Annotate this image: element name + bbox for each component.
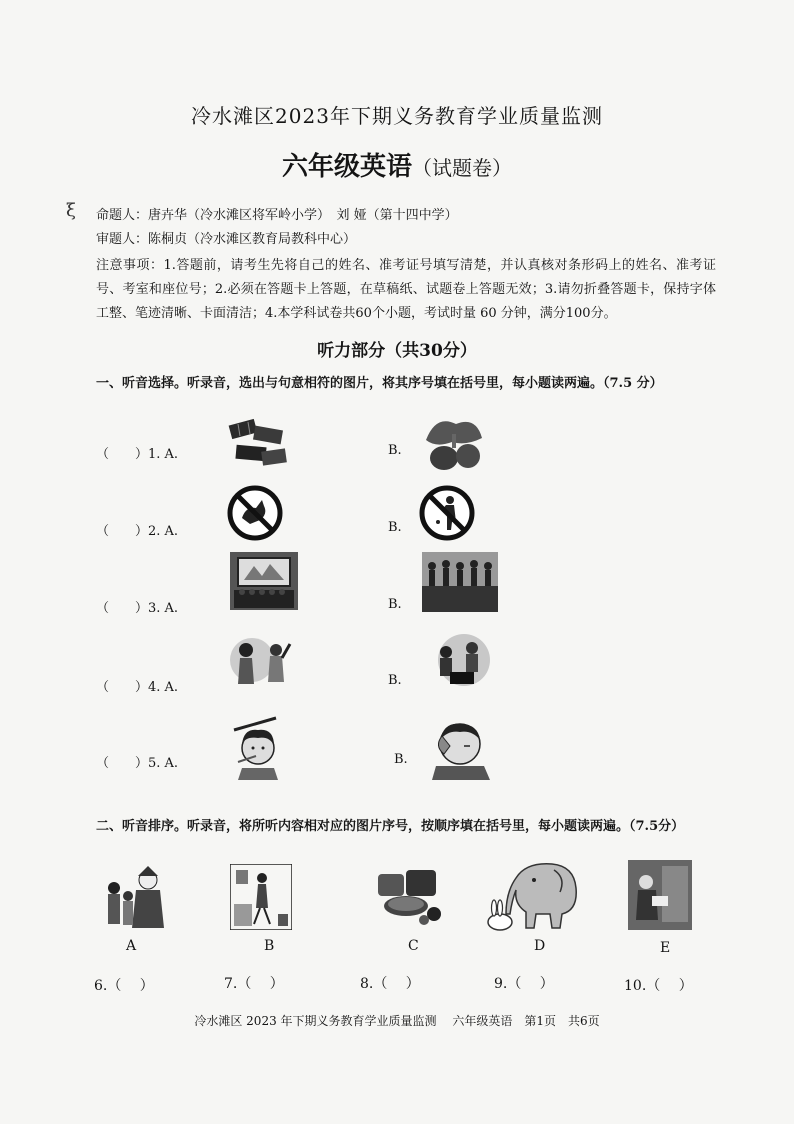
part2-heading: 二、听音排序。听录音，将所听内容相对应的图片序号，按顺序填在括号里，每小题读两遍。（7.5分） xyxy=(96,819,685,834)
man-reading-icon xyxy=(628,860,692,930)
authors-line: 命题人：唐卉华（冷水滩区将军岭小学） 刘 娅（第十四中学） xyxy=(96,208,458,223)
picture-label-c: C xyxy=(408,938,419,954)
people-chess-icon xyxy=(432,634,492,690)
girl-thermometer-icon xyxy=(226,712,290,780)
question-5-b-label: B. xyxy=(394,752,408,767)
girl-waving-icon xyxy=(230,632,294,690)
boy-headache-icon xyxy=(428,716,496,780)
question-2-b-label: B. xyxy=(388,520,402,535)
santa-family-icon xyxy=(102,866,166,930)
question-4-label: （ ）4. A. xyxy=(96,680,179,695)
picture-label-e: E xyxy=(660,940,671,956)
question-1-label: （ ）1. A. xyxy=(96,447,179,462)
subtitle-note: （试题卷） xyxy=(412,156,512,180)
answer-7: 7.（ ） xyxy=(224,976,284,992)
exam-title: 冷水滩区2023年下期义务教育学业质量监测 xyxy=(191,104,603,128)
answer-9: 9.（ ） xyxy=(494,976,554,992)
answer-10: 10.（ ） xyxy=(624,978,693,994)
elephant-rabbit-icon xyxy=(486,858,582,932)
exam-subtitle xyxy=(0,146,794,183)
picture-label-b: B xyxy=(264,938,275,954)
listening-section-title: 听力部分（共30分） xyxy=(317,341,477,361)
answer-6: 6.（ ） xyxy=(94,978,154,994)
answer-8: 8.（ ） xyxy=(360,976,420,992)
chocolate-bars-icon xyxy=(226,416,290,472)
exam-notice: 注意事项：1.答题前，请考生先将自己的姓名、准考证号填写清楚，并认真核对条形码上的姓名、准考证号、考室和座位号；2.必须在答题卡上答题，在草稿纸、试题卷上答题无效；3.请勿折叠答题卡，保持字体工整、笔迹清晰、卡面清洁；4.本学科试卷共60个小题，考试时量 60 分钟，满分100分。 xyxy=(96,258,716,321)
picture-label-a: A xyxy=(126,938,137,954)
cinema-icon xyxy=(230,552,298,610)
question-3-label: （ ）3. A. xyxy=(96,601,179,616)
part1-heading: 一、听音选择。听录音，选出与句意相符的图片，将其序号填在括号里，每小题读两遍。（7.5 分） xyxy=(96,376,663,391)
cleaning-man-icon xyxy=(230,864,292,930)
page-footer: 冷水滩区 2023 年下期义务教育学业质量监测 六年级英语 第1页 共6页 xyxy=(194,1014,600,1028)
orchestra-icon xyxy=(422,552,498,612)
question-1-b-label: B. xyxy=(388,443,402,458)
question-3-b-label: B. xyxy=(388,597,402,612)
mushrooms-icon xyxy=(416,412,488,474)
subject-title: 六年级英语 xyxy=(281,152,412,182)
no-littering-sign-icon xyxy=(418,484,476,542)
no-animals-sign-icon xyxy=(226,484,284,542)
scan-mark: ξ xyxy=(66,200,76,221)
question-5-label: （ ）5. A. xyxy=(96,756,179,771)
mooncakes-icon xyxy=(376,868,450,928)
question-4-b-label: B. xyxy=(388,673,402,688)
reviewer-line: 审题人：陈桐贞（冷水滩区教育局教科中心） xyxy=(96,232,357,247)
picture-label-d: D xyxy=(534,938,546,954)
question-2-label: （ ）2. A. xyxy=(96,524,179,539)
